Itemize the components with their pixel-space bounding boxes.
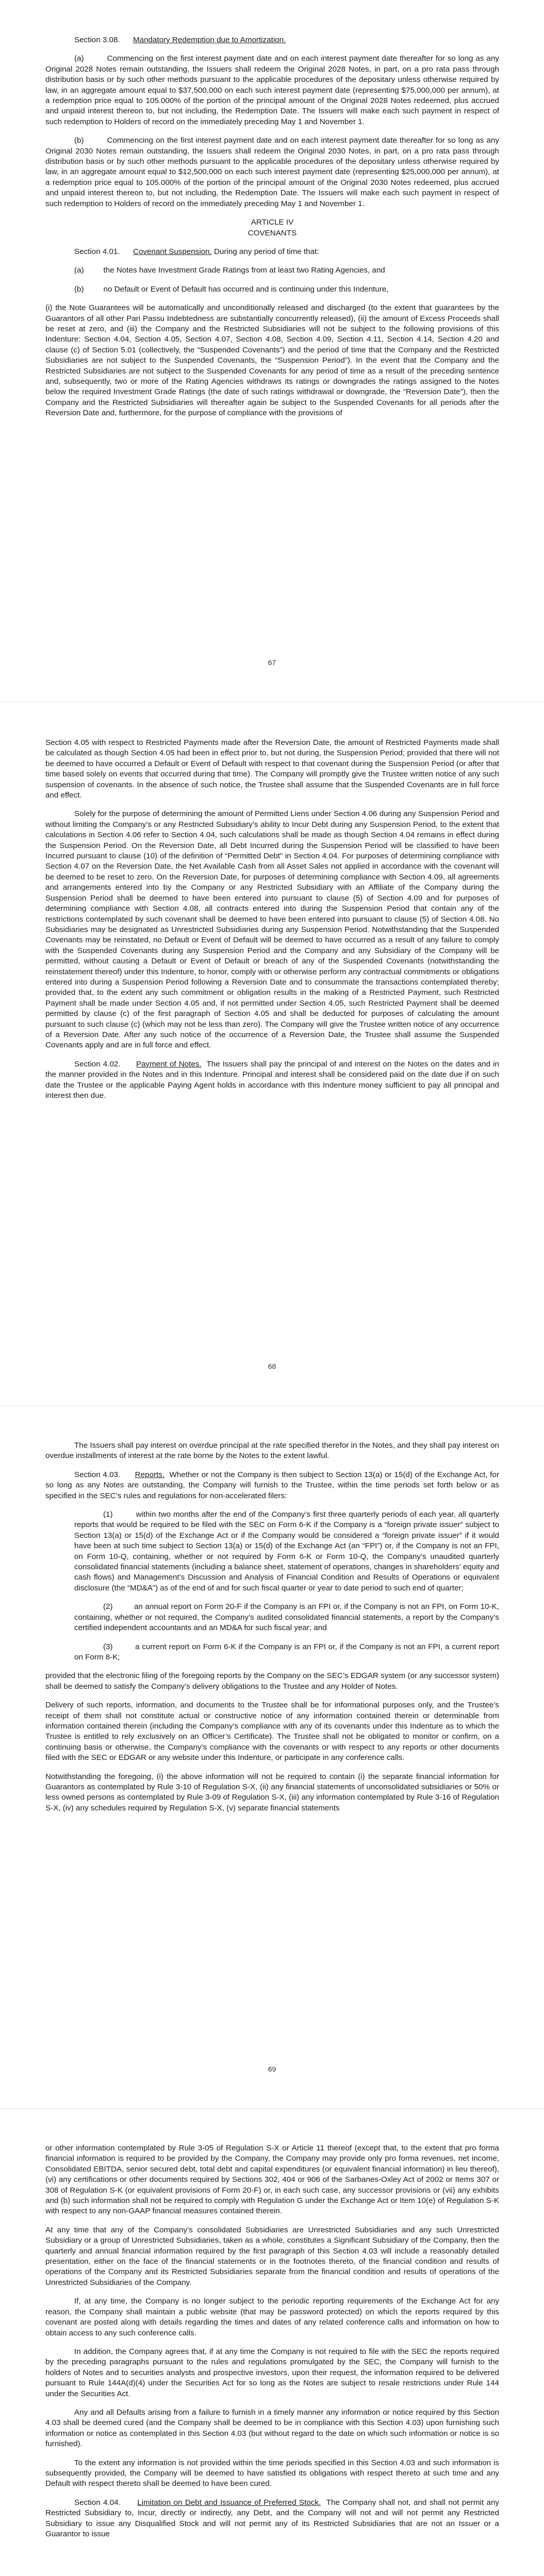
section-3-08-heading: Section 3.08. Mandatory Redemption due to Amortization.	[74, 36, 286, 44]
page-70	[45, 2143, 499, 2548]
section-4-01-continued: Section 4.05 with respect to Restricted Payments made after the Reversion Date, the amount of Restricted Payments made shall be calculated as though Section 4.05 had been in effect prior to, but not during, the Suspension Period; provided that there will not be deemed to have occurred a Default or Event of Default with respect to that covenant during the Suspension Period (or after that time based solely on events that occurred during that time). The Company will promptly give the Trustee written notice of any such suspension of covenants. In the absence of such notice, the Trustee shall assume that the Suspended Covenants are in full force and effect.	[45, 738, 499, 800]
page-divider	[0, 1405, 544, 1406]
provided-paragraph: provided that the electronic filing of the foregoing reports by the Company on the SEC’s EDGAR system (or any successor system) shall be deemed to satisfy the Company’s delivery obligations to the Trustee and any Holder of Notes.	[45, 1671, 499, 1691]
defaults-cured-paragraph: Any and all Defaults arising from a failure to furnish in a timely manner any information or notice required by this Section 4.03 shall be deemed cured (and the Company shall be deemed to be in compliance with this Section 4.03) upon furnishing such information or notice as contemplated in this Section 4.03 (but without regard to the date on which such information or notice is so furnished).	[45, 2408, 499, 2449]
article-subtitle: COVENANTS	[248, 228, 297, 238]
section-4-03: Section 4.03. Reports. Whether or not the Company is then subject to Section 13(a) or 15(d) of the Exchange Act, for so long as any Notes are outstanding, the Company will furnish to the Trustee, within the time periods set forth below or as specified in the SEC’s rules and regulations for non-accelerated filers:	[45, 1470, 500, 1500]
page-divider	[0, 2108, 544, 2109]
page-69	[45, 1440, 499, 1822]
overdue-interest-paragraph: The Issuers shall pay interest on overdue principal at the rate specified therefor in the Notes, and they shall pay interest on overdue installments of interest at the rate borne by the Notes to the extent lawful.	[45, 1441, 499, 1461]
delivery-paragraph: Delivery of such reports, information, and documents to the Trustee shall be for informational purposes only, and the Trustee’s receipt of them shall not constitute actual or constructive notice of any information contained therein or determinable from information contained therein (including the Company’s compliance with any of its covenants under this Indenture as to which the Trustee is entitled to rely exclusively on an Officer’s Certificate). The Trustee shall not be obligated to monitor or confirm, on a continuing basis or otherwise, the Company’s compliance with the covenants or with respect to any reports or other documents filed with the SEC or EDGAR or any website under this Indenture, or participate in any conference calls.	[45, 1701, 499, 1762]
report-item-2: (2) an annual report on Form 20-F if the Company is an FPI or, if the Company is not an FPI, on Form 10-K, containing, whether or not required, the Company’s audited consolidated financial statements, a report by the Company’s certified independent accountants and an MD&A for such fiscal year; and	[74, 1602, 499, 1633]
page-number-67: 67	[268, 658, 276, 667]
report-item-1: (1) within two months after the end of the Company’s first three quarterly periods of each year, all quarterly reports that would be required to be filed with the SEC on Form 6-K if the Company is a “foreign private issuer” subject to Section 13(a) or 15(d) of the Exchange Act or if the Company would be considered a “foreign private issuer” if it would have been at such time subject to Section 13(a) or 15(d) of the Exchange Act (an “FPI”) or, if the Company is not an FPI, on Form 10-Q, containing, whether or not required by Form 6-K or Form 10-Q, the Company’s unaudited quarterly consolidated financial statements (including a balance sheet, statement of operations, changes in shareholders’ equity and cash flows) and Management’s Discussion and Analysis of Financial Condition and Results of Operations or equivalent disclosure (the “MD&A”) as of the end of and for such fiscal quarter or year to date period to such end of quarter;	[74, 1510, 499, 1592]
section-4-01-a: (a) the Notes have Investment Grade Ratings from at least two Rating Agencies, and	[74, 266, 385, 275]
section-3-08-b: (b) Commencing on the first interest payment date and on each interest payment date thereafter for so long as any Original 2030 Notes remain outstanding, the Issuers shall redeem the Original 2030 Notes, in part, on a pro rata pass through distribution basis or by such other methods pursuant to the applicable procedures of the depositary unless otherwise required by law, in an aggregate amount equal to $12,500,000 on each such interest payment date (representing $25,000,000 per annum), at a redemption price equal to 105.000% of the portion of the principal amount of the Original 2030 Notes redeemed, plus accrued and unpaid interest thereon to, but not including, the Redemption Date. The Issuers will make each such payment in respect of such redemption to Holders of record on the immediately preceding May 1 and November 1.	[45, 136, 499, 208]
section-4-02: Section 4.02. Payment of Notes. The Issuers shall pay the principal of and interest on the Notes on the dates and in the manner provided in the Notes and in this Indenture. Principal and interest shall be considered paid on the date due if on such date the Trustee or the applicable Paying Agent holds in accordance with this Indenture money sufficient to pay all principal and interest then due.	[45, 1059, 500, 1100]
page-67	[45, 35, 499, 427]
public-website-paragraph: If, at any time, the Company is no longer subject to the periodic reporting requirements of the Exchange Act for any reason, the Company shall maintain a public website (that may be password protected) on which the reports required by this covenant are posted along with details regarding the times and dates of any related conference calls and information on how to obtain access to any such conference calls.	[45, 2297, 499, 2337]
section-4-01-b: (b) no Default or Event of Default has occurred and is continuing under this Indenture,	[74, 284, 389, 294]
page-number-69: 69	[268, 2065, 276, 2073]
section-4-04: Section 4.04. Limitation on Debt and Issuance of Preferred Stock. The Company shall not, and shall not permit any Restricted Subsidiary to, Incur, directly or indirectly, any Debt, and the Company will not and will not permit any Restricted Subsidiary to issue any Disqualified Stock and will not permit any of its Restricted Subsidiaries that are not an Issuer or a Guarantor to issue	[45, 2498, 499, 2538]
section-3-08-a: (a) Commencing on the first interest payment date and on each interest payment date thereafter for so long as any Original 2028 Notes remain outstanding, the Issuers shall redeem the Original 2028 Notes, in part, on a pro rata pass through distribution basis or by such other methods pursuant to the applicable procedures of the depositary unless otherwise required by law, in an aggregate amount equal to $37,500,000 on each such interest payment date (representing $75,000,000 per annum), at a redemption price equal to 105.000% of the portion of the principal amount of the Original 2028 Notes redeemed, plus accrued and unpaid interest thereon to, but not including, the Redemption Date. The Issuers will make each such payment in respect of such redemption to Holders of record on the immediately preceding May 1 and November 1.	[45, 54, 499, 126]
section-4-01-heading: Section 4.01. Covenant Suspension. During any period of time that:	[74, 247, 319, 256]
report-item-3: (3) a current report on Form 6-K if the Company is an FPI or, if the Company is not an FPI, a current report on Form 8-K;	[74, 1642, 499, 1662]
late-information-paragraph: To the extent any information is not provided within the time periods specified in this Section 4.03 and such information is subsequently provided, the Company will be deemed to have satisfied its obligations with respect thereto at such time and any Default with respect thereto shall be deemed to have been cured.	[45, 2458, 499, 2488]
article-title: ARTICLE IV	[251, 218, 294, 227]
page-number-68: 68	[268, 1362, 276, 1370]
unrestricted-subsidiaries-paragraph: At any time that any of the Company’s consolidated Subsidiaries are Unrestricted Subsidiaries and any such Unrestricted Subsidiary or a group of Unrestricted Subsidiaries, taken as a whole, constitutes a Significant Subsidiary of the Company, then the quarterly and annual financial information required by the first paragraph of this Section 4.03 will include a reasonably detailed presentation, either on the face of the financial statements or in the footnotes thereto, of the financial condition and results of operations of the Company and its Restricted Subsidiaries separate from the financial condition and results of operations of the Unrestricted Subsidiaries of the Company.	[45, 2225, 499, 2287]
notwithstanding-paragraph: Notwithstanding the foregoing, (i) the above information will not be required to contain (i) the separate financial information for Guarantors as contemplated by Rule 3-10 of Regulation S-X, (ii) any financial statements of unconsolidated subsidiaries or 50% or less owned persons as contemplated by Rule 3-09 of Regulation S-X, (iii) any information contemplated by Rule 3-16 of Regulation S-X, (iv) any schedules required by Regulation S-X, (v) separate financial statements	[45, 1772, 499, 1812]
page-68	[45, 738, 499, 1109]
regulation-continued: or other information contemplated by Rule 3-05 of Regulation S-X or Article 11 thereof (except that, to the extent that pro forma financial information is required to be provided by the Company, the Company may provide only pro forma revenues, net income, Consolidated EBITDA, senior secured debt, total debt and capital expenditures (or equivalent financial information) in lieu thereof), (vi) any certifications or other documents required by Sections 302, 404 or 906 of the Sarbanes-Oxley Act of 2002 or Items 307 or 308 of Regulation S-K (or equivalent provisions of Form 20-F) or, in each such case, any successor provisions or (vii) any exhibits and (b) such information shall not be required to comply with Regulation G under the Exchange Act or Item 10(e) of Regulation S-K with respect to any non-GAAP financial measures contained therein.	[45, 2144, 499, 2216]
rule-144a-paragraph: In addition, the Company agrees that, if at any time the Company is not required to file with the SEC the reports required by the preceding paragraphs pursuant to the rules and regulations promulgated by the SEC, the Company will furnish to the holders of Notes and to securities analysts and prospective investors, upon their request, the information required to be delivered pursuant to Rule 144A(d)(4) under the Securities Act for so long as the Notes are subject to resale restrictions under Rule 144 under the Securities Act.	[45, 2347, 499, 2398]
section-4-01-body: (i) the Note Guarantees will be automatically and unconditionally released and discharged (to the extent that guarantees by the Guarantors of all other Pari Passu Indebtedness are substantially concurrently released), (ii) the amount of Excess Proceeds shall be reset at zero, and (iii) the Company and the Restricted Subsidiaries will not be subject to the following provisions of this Indenture: Section 4.04, Section 4.05, Section 4.07, Section 4.08, Section 4.09, Section 4.11, Section 4.14, Section 4.20 and clause (c) of Section 5.01 (collectively, the “Suspended Covenants”) and the period of time that the Company and the Restricted Subsidiaries are not subject to the Suspended Covenants, the “Suspension Period”). In the event that the Company and the Restricted Subsidiaries are not subject to the Suspended Covenants for any period of time as a result of the preceding sentence and, subsequently, two or more of the Rating Agencies withdraws its ratings or downgrades the ratings assigned to the Notes below the required Investment Grade Ratings (the date of such ratings withdrawal or downgrade, the “Reversion Date”), then the Company and the Restricted Subsidiaries will thereafter again be subject to the Suspended Covenants for all periods after the Reversion Date and, furthermore, for the purpose of compliance with the provisions of	[45, 303, 499, 418]
permitted-liens-paragraph: Solely for the purpose of determining the amount of Permitted Liens under Section 4.06 during any Suspension Period and without limiting the Company’s or any Restricted Subsidiary’s ability to Incur Debt during any Suspension Period, to the extent that calculations in Section 4.06 refer to Section 4.04, such calculations shall be made as though Section 4.04 remains in effect during the Suspension Period. On the Reversion Date, all Debt Incurred during the Suspension Period will be classified to have been Incurred pursuant to clause (10) of the definition of “Permitted Debt” in Section 4.04. For purposes of determining compliance with Section 4.07 on the Reversion Date, the Net Available Cash from all Asset Sales not applied in accordance with the covenant will be deemed to be reset to zero. On the Reversion Date, for purposes of determining compliance with Section 4.09, all agreements and arrangements entered into by the Company or any Restricted Subsidiary with an Affiliate of the Company during the Suspension Period shall be deemed to have been entered into pursuant to clause (5) of Section 4.09 and for purposes of determining compliance with Section 4.08, all contracts entered into during the Suspension Period that contain any of the restrictions contemplated by such covenant shall be deemed to have been entered into pursuant to clause (5) of Section 4.08. No Subsidiaries may be designated as Unrestricted Subsidiaries during any Suspension Period. Notwithstanding that the Suspended Covenants may be reinstated, no Default or Event of Default will be deemed to have occurred as a result of any failure to comply with the Suspended Covenants during any Suspension Period and the Company and any Subsidiary of the Company will be permitted, without causing a Default or Event of Default or breach of any of the Suspended Covenants (notwithstanding the reinstatement thereof) under this Indenture, to honor, comply with or otherwise perform any contractual commitments or obligations entered into during a Suspension Period following a Reversion Date and to consummate the transactions contemplated thereby; provided that, to the extent any such commitment or obligation results in the making of a Restricted Payment, such Restricted Payment shall be made under Section 4.05 and, if not permitted under Section 4.05, such Restricted Payment shall be deemed permitted by clause (c) of the first paragraph of Section 4.05 and shall be deducted for purposes of calculating the amount pursuant to such clause (c) (which may not be less than zero). The Company will give the Trustee written notice of any occurrence of a Reversion Date. After any such notice of the occurrence of a Reversion Date, the Trustee shall assume the Suspended Covenants apply and are in full force and effect.	[45, 809, 499, 1050]
